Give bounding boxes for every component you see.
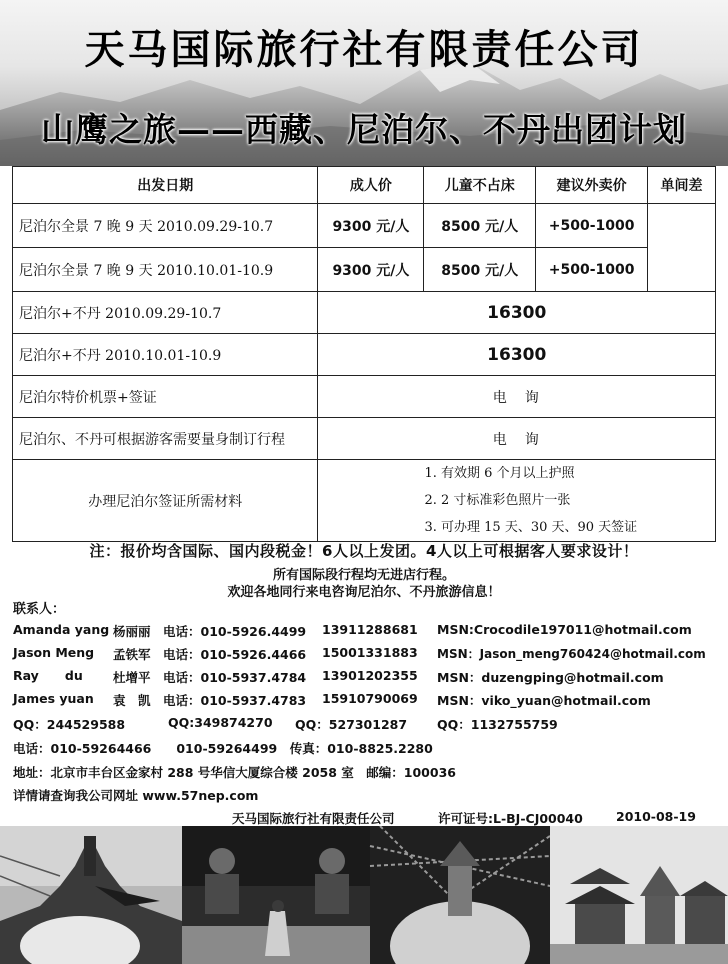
photo-strip bbox=[0, 826, 728, 964]
table-row bbox=[13, 376, 716, 418]
suggested-price: +500-1000 bbox=[536, 248, 648, 292]
company-title: 天马国际旅行社有限责任公司 bbox=[84, 26, 644, 73]
price-inquire: 电 询 bbox=[318, 376, 716, 418]
contact-phone: 电话：010-5926.4499 bbox=[163, 624, 307, 639]
qq-number: QQ:349874270 bbox=[168, 715, 273, 730]
no-shopping-note: 所有国际段行程均无进店行程。 bbox=[272, 568, 455, 583]
contact-mobile: 15910790069 bbox=[322, 691, 418, 706]
qq-number: QQ：527301287 bbox=[295, 717, 408, 732]
contacts-label: 联系人： bbox=[13, 602, 66, 617]
contact-en-name: Amanda yang bbox=[13, 622, 110, 637]
header-adult-price: 成人价 bbox=[318, 167, 424, 204]
row-name: 尼泊尔全景 7 晚 9 天 2010.09.29-10.7 bbox=[13, 204, 318, 248]
adult-price: 9300 元/人 bbox=[318, 248, 424, 292]
list-item: 2. 2 寸标准彩色照片一张 bbox=[424, 493, 571, 508]
row-name: 尼泊尔全景 7 晚 9 天 2010.10.01-10.9 bbox=[13, 248, 318, 292]
footer-date: 2010-08-19 bbox=[616, 809, 696, 824]
row-name: 尼泊尔特价机票+签证 bbox=[13, 376, 318, 418]
contact-msn: MSN:Crocodile197011@hotmail.com bbox=[437, 622, 692, 637]
table-row bbox=[13, 292, 716, 334]
stupa-photo bbox=[0, 826, 182, 964]
price-inquire: 电 询 bbox=[318, 418, 716, 460]
pagoda-temples-photo bbox=[550, 826, 728, 964]
qq-number: QQ：244529588 bbox=[13, 717, 126, 732]
list-item: 3. 可办理 15 天、30 天、90 天签证 bbox=[424, 520, 638, 535]
contact-msn: MSN：viko_yuan@hotmail.com bbox=[437, 693, 651, 708]
single-supplement-cell bbox=[648, 204, 716, 292]
visa-materials-list bbox=[318, 460, 716, 542]
row-name: 尼泊尔、不丹可根据游客需要量身制订行程 bbox=[13, 418, 318, 460]
header-departure-date: 出发日期 bbox=[13, 167, 318, 204]
contact-mobile: 13901202355 bbox=[322, 668, 418, 683]
website: 详情请查询我公司网址 www.57nep.com bbox=[13, 788, 259, 803]
footer-license: 许可证号:L-BJ-CJ00040 bbox=[438, 811, 583, 826]
contact-cn-name: 袁 凯 bbox=[113, 693, 151, 708]
prayer-flags-photo bbox=[370, 826, 550, 964]
tour-title: 山鹰之旅——西藏、尼泊尔、不丹出团计划 bbox=[41, 110, 687, 149]
list-item: 1. 有效期 6 个月以上护照 bbox=[424, 466, 575, 481]
address: 地址：北京市丰台区金家村 288 号华信大厦综合楼 2058 室 邮编：100036 bbox=[13, 765, 456, 780]
contact-en-name: Jason Meng bbox=[13, 645, 95, 660]
contact-phone: 电话：010-5937.4784 bbox=[163, 670, 307, 685]
table-row bbox=[13, 334, 716, 376]
contact-msn: MSN：duzengping@hotmail.com bbox=[437, 670, 664, 685]
contact-phone: 电话：010-5937.4783 bbox=[163, 693, 307, 708]
price-note: 注：报价均含国际、国内段税金！6人以上发团。4人以上可根据客人要求设计！ bbox=[89, 542, 639, 560]
visa-materials-row bbox=[13, 460, 716, 542]
qq-number: QQ：1132755759 bbox=[437, 717, 558, 732]
contact-en-name: James yuan bbox=[13, 691, 94, 706]
table-header-row bbox=[13, 167, 716, 204]
contact-mobile: 13911288681 bbox=[322, 622, 418, 637]
header-child-price: 儿童不占床 bbox=[424, 167, 536, 204]
contact-phone: 电话：010-5926.4466 bbox=[163, 647, 307, 662]
office-phones: 电话：010-59264466 010-59264499 传真：010-8825.2280 bbox=[13, 741, 433, 756]
child-price: 8500 元/人 bbox=[424, 204, 536, 248]
header-banner bbox=[0, 0, 728, 166]
footer-company: 天马国际旅行社有限责任公司 bbox=[232, 811, 395, 826]
visa-materials-label: 办理尼泊尔签证所需材料 bbox=[13, 460, 318, 542]
contact-cn-name: 杜增平 bbox=[113, 670, 151, 685]
package-price: 16300 bbox=[318, 292, 716, 334]
contact-cn-name: 孟铁军 bbox=[113, 647, 151, 662]
table-row bbox=[13, 418, 716, 460]
header-single-supplement: 单间差 bbox=[648, 167, 716, 204]
row-name: 尼泊尔+不丹 2010.10.01-10.9 bbox=[13, 334, 318, 376]
suggested-price: +500-1000 bbox=[536, 204, 648, 248]
contact-en-name: Ray du bbox=[13, 668, 83, 683]
price-table bbox=[12, 166, 716, 542]
welcome-note: 欢迎各地同行来电咨询尼泊尔、不丹旅游信息！ bbox=[227, 585, 501, 600]
contact-mobile: 15001331883 bbox=[322, 645, 418, 660]
adult-price: 9300 元/人 bbox=[318, 204, 424, 248]
row-name: 尼泊尔+不丹 2010.09.29-10.7 bbox=[13, 292, 318, 334]
table-row bbox=[13, 248, 716, 292]
contact-cn-name: 杨丽丽 bbox=[113, 624, 151, 639]
child-price: 8500 元/人 bbox=[424, 248, 536, 292]
table-row bbox=[13, 204, 716, 248]
temple-statues-photo bbox=[182, 826, 370, 964]
contact-msn: MSN：Jason_meng760424@hotmail.com bbox=[437, 647, 706, 661]
package-price: 16300 bbox=[318, 334, 716, 376]
header-suggested-price: 建议外卖价 bbox=[536, 167, 648, 204]
